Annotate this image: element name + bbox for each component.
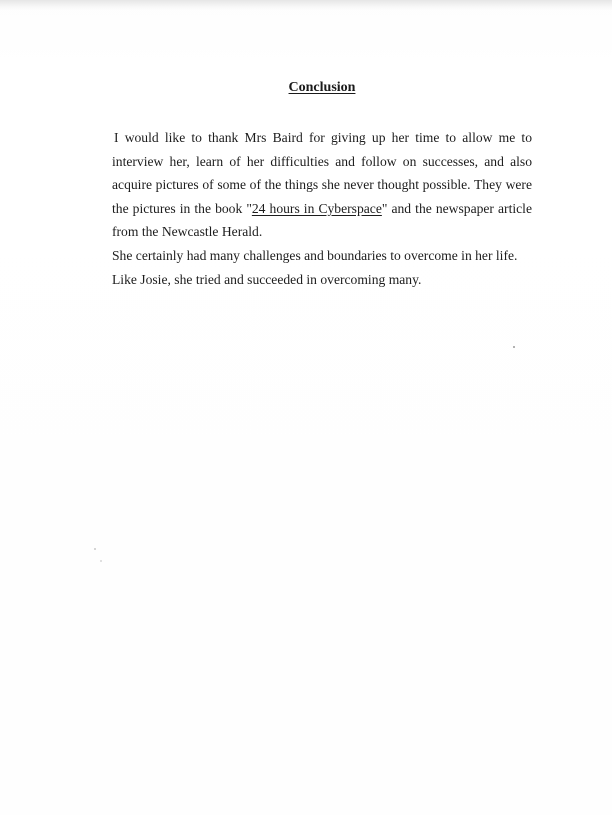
paragraph-challenges-line-1: She certainly had many challenges and boundaries to overcome in her life. [112,247,518,263]
paragraph-thanks-text-end: " and the newspaper article from the Newcastle Herald. [112,200,532,240]
scan-edge-shadow [0,0,612,10]
scan-speck [94,548,96,550]
scan-speck [100,560,102,562]
book-title: 24 hours in Cyberspace [251,200,382,216]
scan-speck [513,346,515,348]
page-title: Conclusion [288,80,356,95]
paragraph-challenges-line-2: Like Josie, she tried and succeeded in overcoming many. [112,271,422,287]
paragraph-thanks-text-start: I would like to thank Mrs Baird for giving up her time to allow me to interview her, learn of her difficulties and follow on successes, and also acquire pictures of some of the things she never thought possible. They were the pictures in the book " [112,130,532,216]
conclusion-body [112,126,532,291]
paragraph-challenges [112,244,532,291]
paragraph-thanks [112,126,532,244]
